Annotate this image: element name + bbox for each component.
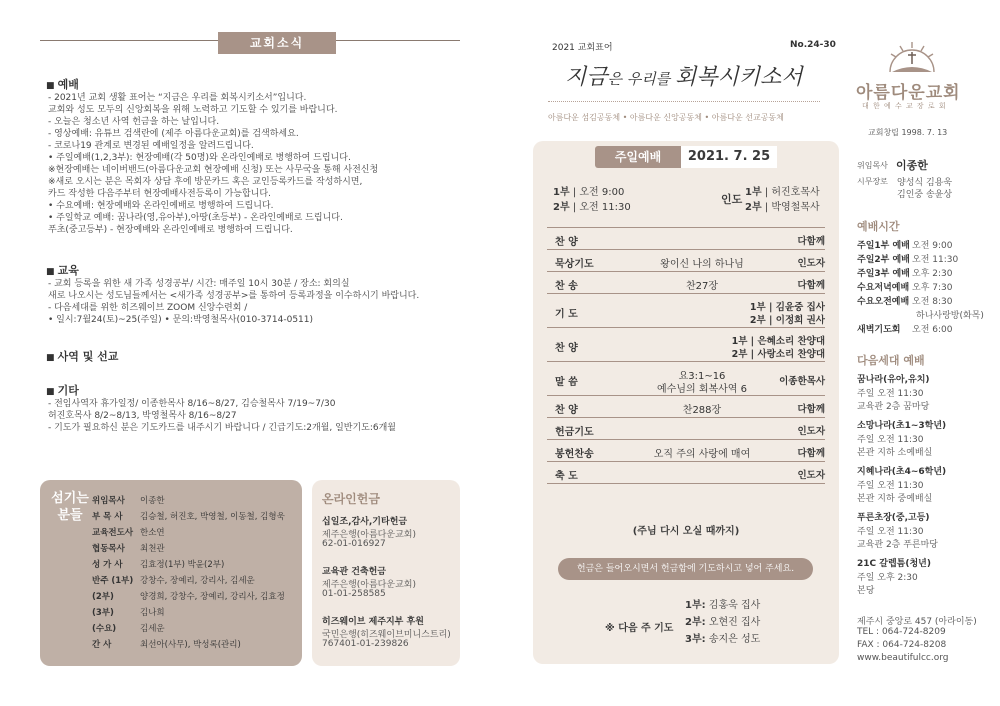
education-heading: ■ 교육: [46, 262, 79, 278]
name: 허진호목사: [771, 187, 820, 198]
divider: [548, 101, 820, 102]
servant-row: [92, 622, 165, 634]
servant-role: 성 가 사: [92, 560, 123, 570]
order-item-name: 말 씀: [555, 377, 578, 388]
schedule-time: 오후 7:30: [912, 283, 953, 293]
servant-row: [92, 606, 165, 618]
motto-part: 지금: [565, 65, 608, 90]
order-item-leader: 다함께: [797, 280, 825, 291]
worship-heading: ■ 예배: [46, 76, 79, 92]
notice-line: - 기도가 필요하신 분은 기도카드를 내주시기 바랍니다 / 긴급기도:2개월, 일반기도:6개월: [48, 423, 397, 433]
order-item-name: 찬 양: [555, 343, 578, 354]
next-gen-name: 21C 갈렙틈(청년): [857, 559, 931, 569]
order-item-content: 찬288장: [682, 405, 722, 416]
account-heading: 십일조,감사,기타헌금: [322, 517, 408, 527]
closing-line: (주님 다시 오실 때까지): [632, 526, 740, 537]
pastor-name: 이종한: [896, 159, 928, 172]
next-gen-time: 주일 오전 11:30: [857, 527, 924, 537]
notice-line: - 교회 등록을 위한 새 가족 성경공부/ 시간: 매주일 10시 30분 / 장소: 회의실: [48, 279, 350, 289]
order-row: [547, 271, 825, 293]
schedule-name: 수요저녁예배: [857, 283, 910, 293]
notice-line: ※현장예배는 네이버밴드(아름다운교회 현장예배 신청) 또는 사무국을 통해 사전신청: [48, 165, 379, 175]
order-row: [547, 361, 825, 395]
next-gen-name: 꿈나라(유아,유치): [857, 375, 930, 385]
notice-line: • 주일예배(1,2,3부): 현장예배(각 50명)와 온라인예배로 병행하여 드립니다.: [48, 153, 351, 163]
account-line: 제주은행(아름다운교회): [322, 580, 416, 590]
servant-role: 반주 (1부): [92, 576, 134, 586]
name: 박영철목사: [771, 202, 820, 213]
order-item-name: 기 도: [555, 309, 578, 320]
next-prayer: [685, 614, 760, 631]
mission-heading: ■ 사역 및 선교: [46, 348, 118, 364]
notice-line: 카드 작성한 다음주부터 현장예배사전등록이 가능합니다.: [48, 189, 271, 199]
next-gen-time: 주일 오전 11:30: [857, 389, 924, 399]
next-prayer: [685, 631, 760, 648]
servant-names: 최선아(사무), 박성록(관리): [140, 640, 241, 650]
next-gen-place: 본관 지하 소예배실: [857, 448, 933, 458]
servants-box: [40, 480, 302, 666]
order-item-content: 요3:1~16: [678, 371, 726, 382]
order-item-name: 찬 양: [555, 405, 578, 416]
order-row: [547, 439, 825, 461]
online-offering-title: 온라인헌금: [322, 492, 380, 506]
service-leaders: [745, 185, 820, 215]
notice-line: - 전임사역자 휴가일정/ 이종한목사 8/16~8/27, 김승철목사 7/19~7/30: [48, 399, 336, 409]
servant-role: (수요): [92, 624, 117, 634]
order-item-leader: 다함께: [797, 448, 825, 459]
next-gen-place: 본관 지하 중예배실: [857, 494, 933, 504]
part: 1부:: [685, 600, 706, 611]
servant-row: [92, 526, 165, 538]
order-item-leader: 2부 | 사랑소리 찬양대: [731, 349, 825, 360]
account-line: 62-01-016927: [322, 539, 386, 549]
schedule-name: 새벽기도회: [857, 325, 901, 335]
schedule-name: 주일3부 예배: [857, 269, 910, 279]
schedule-time: 오전 11:30: [912, 255, 959, 265]
schedule-time: 하나사랑방(화목): [916, 311, 984, 321]
order-item-leader: 2부 | 이정희 권사: [749, 315, 825, 326]
service-date: 2021. 7. 25: [681, 146, 777, 168]
church-fax: FAX : 064-724-8208: [857, 640, 947, 650]
account-heading: 교육관 건축헌금: [322, 567, 386, 577]
account-line: 01-01-258585: [322, 589, 386, 599]
next-gen-place: 본당: [857, 586, 875, 596]
etc-heading: ■ 기타: [46, 382, 79, 398]
part: 1부: [745, 187, 762, 198]
servant-names: 한소연: [140, 528, 165, 538]
servant-role: 교육전도사: [92, 528, 134, 538]
servant-role: 협동목사: [92, 544, 125, 554]
account-line: 767401-01-239826: [322, 639, 409, 649]
schedule-time: 오전 6:00: [912, 325, 953, 335]
order-row: [547, 249, 825, 271]
elders-line: 양성식 김용욱: [897, 178, 953, 188]
elders-line: 김인중 송윤상: [897, 190, 953, 200]
leader: 1부 | 허진호목사: [745, 187, 820, 198]
servants-list: [92, 488, 296, 658]
next-gen-name: 푸른초장(중,고등): [857, 513, 930, 523]
account-line: 국민은행(히즈웨이브미니스트리): [322, 630, 451, 640]
servant-names: 김나희: [140, 608, 165, 618]
servant-row: [92, 590, 285, 602]
order-item-content: 찬27장: [685, 281, 719, 292]
news-title: 교회소식: [218, 32, 336, 54]
next-gen-time: 주일 오후 2:30: [857, 573, 918, 583]
name: 김홍욱 집사: [708, 600, 761, 611]
notice-line: 새로 나오시는 성도님들께서는 <새가족 성경공부>를 통하여 등록과정을 이수하시기 바랍니다.: [48, 291, 420, 301]
part: 3부:: [685, 634, 706, 645]
order-row: [547, 227, 825, 249]
notice-line: - 다음세대를 위한 히즈웨이브 ZOOM 신앙수련회 /: [48, 303, 248, 313]
order-item-leader: 이종한목사: [779, 376, 825, 387]
notice-line: - 코로나19 관계로 변경된 예배일정을 알려드립니다.: [48, 141, 254, 151]
offering-note: 헌금은 들어오시면서 헌금함에 기도하시고 넣어 주세요.: [558, 558, 813, 580]
notice-line: • 주일학교 예배: 꿈나라(영,유아부),아땅(초등부) - 온라인예배로 드립니다.: [48, 213, 343, 223]
church-name: 아름다운교회: [856, 83, 961, 103]
service-times: [553, 185, 631, 215]
order-item-leader: 인도자: [797, 470, 825, 481]
part: 2부: [553, 202, 570, 213]
schedule-time: 오전 9:00: [912, 241, 953, 251]
next-gen-heading: 다음세대 예배: [857, 354, 925, 367]
leader-label: 인도: [721, 193, 743, 206]
church-logo-icon: [882, 40, 942, 76]
servant-role: 간 사: [92, 640, 112, 650]
order-item-name: 봉헌찬송: [555, 449, 594, 460]
service-time: 1부 | 오전 9:00: [553, 187, 625, 198]
servant-names: 김세운: [140, 624, 165, 634]
church-website: www.beautifulcc.org: [857, 653, 949, 663]
church-founded: 교회창립 1998. 7. 13: [868, 128, 948, 137]
next-gen-name: 소망나라(초1~3학년): [857, 421, 947, 431]
account-heading: 히즈웨이브 제주지부 후원: [322, 617, 424, 627]
next-prayer-label: ※ 다음 주 기도: [605, 623, 674, 634]
motto-part: 은: [607, 70, 627, 88]
order-item-name: 축 도: [555, 471, 578, 482]
servant-names: 이종한: [140, 496, 165, 506]
servant-role: 부 목 사: [92, 512, 123, 522]
issue-number: No.24-30: [790, 40, 836, 50]
schedule-name: 수요오전예배: [857, 297, 910, 307]
notice-line: - 2021년 교회 생활 표어는 “지금은 우리를 회복시키소서”입니다.: [48, 93, 307, 103]
servant-row: [92, 542, 165, 554]
order-item-name: 찬 송: [555, 281, 578, 292]
order-item-leader: 인도자: [797, 426, 825, 437]
servant-names: 김효정(1부) 박윤(2부): [140, 560, 225, 570]
time: 오전 11:30: [579, 202, 631, 213]
notice-line: ※새로 오시는 분은 목회자 상담 후에 방문카드 혹은 교인등록카드를 작성하시면,: [48, 177, 363, 187]
elder-role: 시무장로: [857, 177, 888, 186]
motto-part: 시키소서: [717, 65, 803, 90]
notice-line: 푸초(중고등부) - 현장예배와 온라인예배로 병행하여 드립니다.: [48, 225, 293, 235]
next-gen-time: 주일 오전 11:30: [857, 481, 924, 491]
servant-row: [92, 574, 255, 586]
schedule-name: 주일2부 예배: [857, 255, 910, 265]
servant-names: 김승철, 허진호, 박영철, 이동철, 김형욱: [140, 512, 285, 522]
servant-role: 위임목사: [92, 496, 125, 506]
schedule-time: 오전 8:30: [912, 297, 953, 307]
schedule-time: 오후 2:30: [912, 269, 953, 279]
order-item-leader: 1부 | 은혜소리 찬양대: [731, 336, 825, 347]
notice-line: - 오늘은 청소년 사역 헌금을 하는 날입니다.: [48, 117, 220, 127]
motto-year: 2021 교회표어: [552, 43, 613, 53]
pastor-role: 위임목사: [857, 161, 888, 170]
communities: 아름다운 섬김공동체 • 아름다운 신앙공동체 • 아름다운 선교공동체: [548, 113, 784, 122]
notice-line: 허진호목사 8/2~8/13, 박영철목사 8/16~8/27: [48, 411, 237, 421]
motto-part: 회복: [675, 65, 718, 90]
order-item-leader: 다함께: [797, 404, 825, 415]
servant-row: [92, 510, 285, 522]
motto-title: [565, 60, 803, 91]
divider: [547, 483, 825, 484]
servant-names: 강창수, 장예리, 강리사, 김세운: [140, 576, 255, 586]
servant-names: 양경희, 강창수, 장예리, 강리사, 김효정: [140, 592, 285, 602]
church-tel: TEL : 064-724-8209: [857, 627, 946, 637]
name: 송지은 성도: [708, 634, 761, 645]
church-address: 제주시 중앙로 457 (아라이동): [857, 617, 977, 627]
servant-row: [92, 638, 241, 650]
order-row: [547, 417, 825, 439]
next-prayer: [685, 597, 760, 614]
order-item-name: 묵상기도: [555, 259, 594, 270]
notice-line: • 수요예배: 현장예배와 온라인예배로 병행하여 드립니다.: [48, 201, 274, 211]
part: 1부: [553, 187, 570, 198]
time: 오전 9:00: [579, 187, 625, 198]
schedule-heading: 예배시간: [857, 220, 900, 233]
part: 2부: [745, 202, 762, 213]
motto-part: 우리를: [626, 70, 676, 88]
order-item-leader: 1부 | 김윤중 집사: [749, 302, 825, 313]
order-item-leader: 다함께: [797, 236, 825, 247]
next-gen-place: 교육관 2층 푸른마당: [857, 540, 939, 550]
online-offering-box: [312, 480, 460, 666]
servants-title: 섬기는 분들: [51, 491, 89, 523]
next-prayer-list: [685, 597, 760, 648]
servant-row: [92, 494, 165, 506]
order-item-content: 오직 주의 사랑에 매여: [653, 449, 751, 460]
order-item-leader: 인도자: [797, 258, 825, 269]
order-item-content: 왕이신 나의 하나님: [660, 259, 744, 270]
next-gen-time: 주일 오전 11:30: [857, 435, 924, 445]
order-row: [547, 327, 825, 361]
name: 오현진 집사: [708, 617, 761, 628]
part: 2부:: [685, 617, 706, 628]
servant-row: [92, 558, 224, 570]
servant-names: 최천관: [140, 544, 165, 554]
service-label: 주일예배: [595, 146, 681, 168]
notice-line: 교회와 성도 모두의 신앙회복을 위해 노력하고 기도할 수 있기를 바랍니다.: [48, 105, 338, 115]
servant-role: (2부): [92, 592, 114, 602]
account-line: 제주은행(아름다운교회): [322, 530, 416, 540]
order-row: [547, 395, 825, 417]
order-row: [547, 461, 825, 483]
service-time: 2부 | 오전 11:30: [553, 202, 631, 213]
order-of-service: [533, 141, 839, 664]
leader: 2부 | 박영철목사: [745, 202, 820, 213]
schedule-name: 주일1부 예배: [857, 241, 910, 251]
next-gen-name: 지혜나라(초4~6학년): [857, 467, 947, 477]
order-item-name: 헌금기도: [555, 427, 594, 438]
order-row: [547, 293, 825, 327]
order-item-name: 찬 양: [555, 237, 578, 248]
next-gen-place: 교육관 2층 꿈마당: [857, 402, 930, 412]
notice-line: • 일시:7월24(토)~25(주일) • 문의:박영철목사(010-3714-0511): [48, 315, 314, 325]
order-item-content: 예수님의 회복사역 6: [657, 384, 747, 395]
notice-line: - 영상예배: 유튜브 검색란에 (제주 아름다운교회)를 검색하세요.: [48, 129, 299, 139]
church-denomination: 대 한 예 수 교 장 로 회: [862, 102, 947, 110]
servant-role: (3부): [92, 608, 114, 618]
